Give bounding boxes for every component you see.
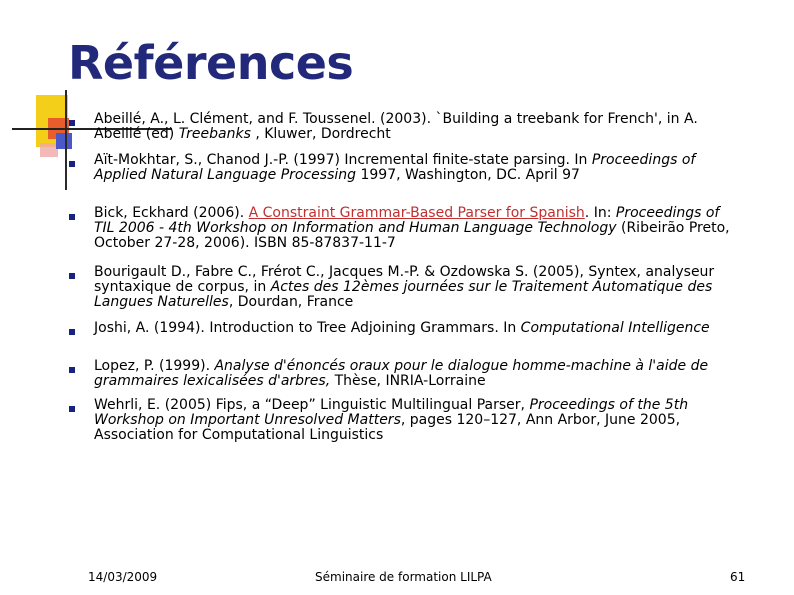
reference-item [94, 206, 734, 252]
reference-italic-text: Actes des 12èmes journées sur le Traitement Automatique des Langues Naturelles [94, 279, 713, 311]
reference-text: (Ribeirão Preto, October 27-28, 2006). ISBN 85-87837-11-7 [94, 220, 730, 252]
reference-item [94, 112, 734, 142]
reference-text: , Kluwer, Dordrecht [250, 126, 391, 143]
reference-text: Bourigault D., Fabre C., Frérot C., Jacques M.-P. & Ozdowska S. (2005), Syntex, analyseur syntaxique de corpus, in [94, 264, 715, 296]
bullet-icon [69, 367, 75, 373]
bullet-icon [69, 406, 75, 412]
reference-italic-text: Computational Intelligence [520, 320, 710, 336]
reference-text: , Dourdan, France [228, 294, 354, 311]
page-number: 61 [730, 570, 746, 584]
reference-item [94, 359, 734, 389]
slide-title: Références [68, 36, 354, 90]
footer-title: Séminaire de formation LILPA [315, 570, 492, 584]
reference-item [94, 153, 734, 183]
bullet-icon [69, 214, 75, 220]
reference-item [94, 265, 734, 311]
reference-italic-text: Analyse d'énoncés oraux pour le dialogue homme-machine à l'aide de grammaires lexicalisées d'arbres, [94, 358, 709, 390]
reference-text: Wehrli, E. (2005) Fips, a “Deep” Linguistic Multilingual Parser, [94, 397, 530, 413]
reference-italic-text: Proceedings of the 5th Workshop on Important Unresolved Matters [94, 397, 689, 429]
bullet-icon [69, 273, 75, 279]
reference-item [94, 398, 734, 444]
footer-date: 14/03/2009 [88, 570, 158, 584]
reference-italic-text: Treebanks [178, 126, 251, 143]
decorative-vertical-line [65, 90, 67, 190]
reference-italic-text: Proceedings of Applied Natural Language Processing [94, 152, 696, 184]
bullet-icon [69, 161, 75, 167]
reference-text: Thèse, INRIA-Lorraine [330, 373, 486, 390]
logo-block-blue [56, 133, 72, 149]
reference-text: Lopez, P. (1999). [94, 358, 215, 374]
reference-link[interactable]: A Constraint Grammar-Based Parser for Spanish [248, 205, 585, 221]
reference-text: Joshi, A. (1994). Introduction to Tree Adjoining Grammars. In [94, 320, 521, 336]
reference-text: 1997, Washington, DC. April 97 [356, 167, 580, 184]
bullet-icon [69, 329, 75, 335]
reference-text: , pages 120–127, Ann Arbor, June 2005, Association for Computational Linguistics [94, 412, 681, 444]
reference-text: Aït-Mokhtar, S., Chanod J.-P. (1997) Incremental finite-state parsing. In [94, 152, 592, 168]
reference-text: . In: [584, 205, 616, 221]
reference-text: Abeillé, A., L. Clément, and F. Toussenel. (2003). `Building a treebank for French', in A. Abeillé (ed) [94, 111, 698, 143]
reference-item [94, 321, 734, 336]
reference-text: Bick, Eckhard (2006). [94, 205, 249, 221]
bullet-icon [69, 120, 75, 126]
reference-italic-text: Proceedings of TIL 2006 - 4th Workshop on Information and Human Language Technology [94, 205, 720, 237]
